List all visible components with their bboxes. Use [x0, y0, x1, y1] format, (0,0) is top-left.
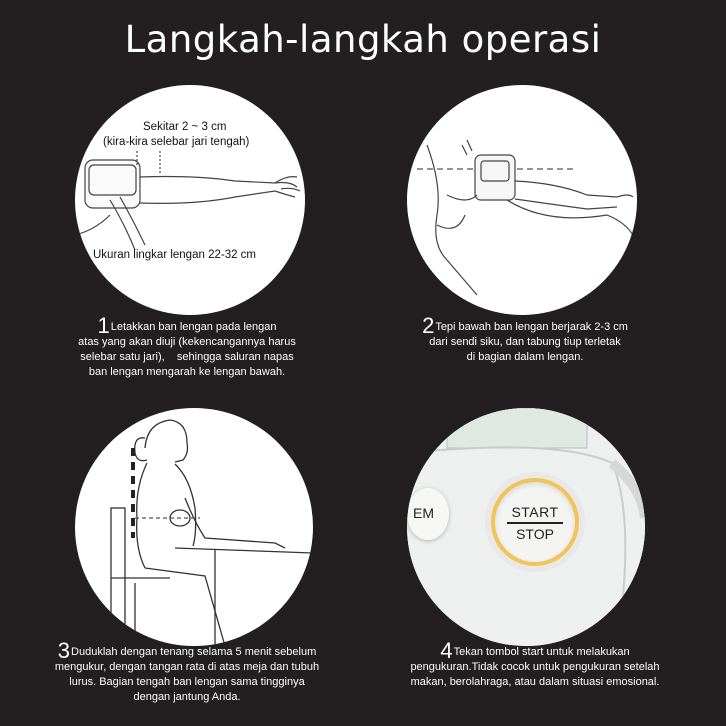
step-4-line-2: pengukuran.Tidak cocok untuk pengukuran setelah — [410, 661, 660, 673]
arm-cuff-drawing — [75, 85, 305, 315]
step-1-text — [62, 313, 312, 380]
step-1-number: 1 — [97, 313, 110, 338]
step-3-line-4: dengan jantung Anda. — [133, 691, 241, 703]
step-1-line-2: atas yang akan diuji (kekencangannya harus — [78, 336, 296, 348]
start-stop-button[interactable] — [491, 478, 579, 566]
step-2-line-2: dari sendi siku, dan tabung tiup terletak — [429, 336, 621, 348]
memory-button[interactable] — [407, 488, 449, 540]
start-label: START — [511, 504, 559, 520]
illustration-arm-cuff-placement — [75, 85, 305, 315]
seated-posture-drawing — [75, 408, 313, 646]
step-3-number: 3 — [57, 638, 71, 663]
step-2-number: 2 — [422, 313, 435, 338]
step-4-text — [380, 638, 690, 690]
distance-label: Sekitar 2 ~ 3 cm — [143, 121, 227, 133]
button-divider — [507, 522, 563, 524]
step-4-number: 4 — [440, 638, 453, 663]
step-1-line-4: ban lengan mengarah ke lengan bawah. — [88, 366, 286, 378]
cuff-elbow-drawing — [407, 85, 637, 315]
step-3-text — [32, 638, 342, 705]
step-4-line-1: Tekan tombol start untuk melakukan — [453, 646, 630, 658]
step-1-line-1: Letakkan ban lengan pada lengan — [110, 321, 277, 333]
memory-button-label: EM — [413, 505, 434, 521]
illustration-seated-posture — [75, 408, 313, 646]
step-2-line-1: Tepi bawah ban lengan berjarak 2-3 cm — [435, 321, 628, 333]
step-2-text — [395, 313, 655, 365]
step-1-line-3: selebar satu jari), sehingga saluran napas — [80, 351, 294, 363]
arm-size-label: Ukuran lingkar lengan 22-32 cm — [93, 249, 257, 261]
step-3-line-3: lurus. Bagian tengah ban lengan sama tingginya — [69, 676, 305, 688]
step-2-line-3: di bagian dalam lengan. — [466, 351, 584, 363]
step-3-line-1: Duduklah dengan tenang selama 5 menit sebelum — [71, 646, 317, 658]
page-title: Langkah-langkah operasi — [124, 18, 602, 61]
illustration-start-button — [407, 408, 645, 646]
distance-note-label: (kira-kira selebar jari tengah) — [103, 136, 250, 148]
step-3-line-2: mengukur, dengan tangan rata di atas meja dan tubuh — [54, 661, 320, 673]
step-4-line-3: makan, berolahraga, atau dalam situasi emosional. — [410, 676, 660, 688]
stop-label: STOP — [516, 526, 554, 542]
illustration-cuff-position-elbow — [407, 85, 637, 315]
